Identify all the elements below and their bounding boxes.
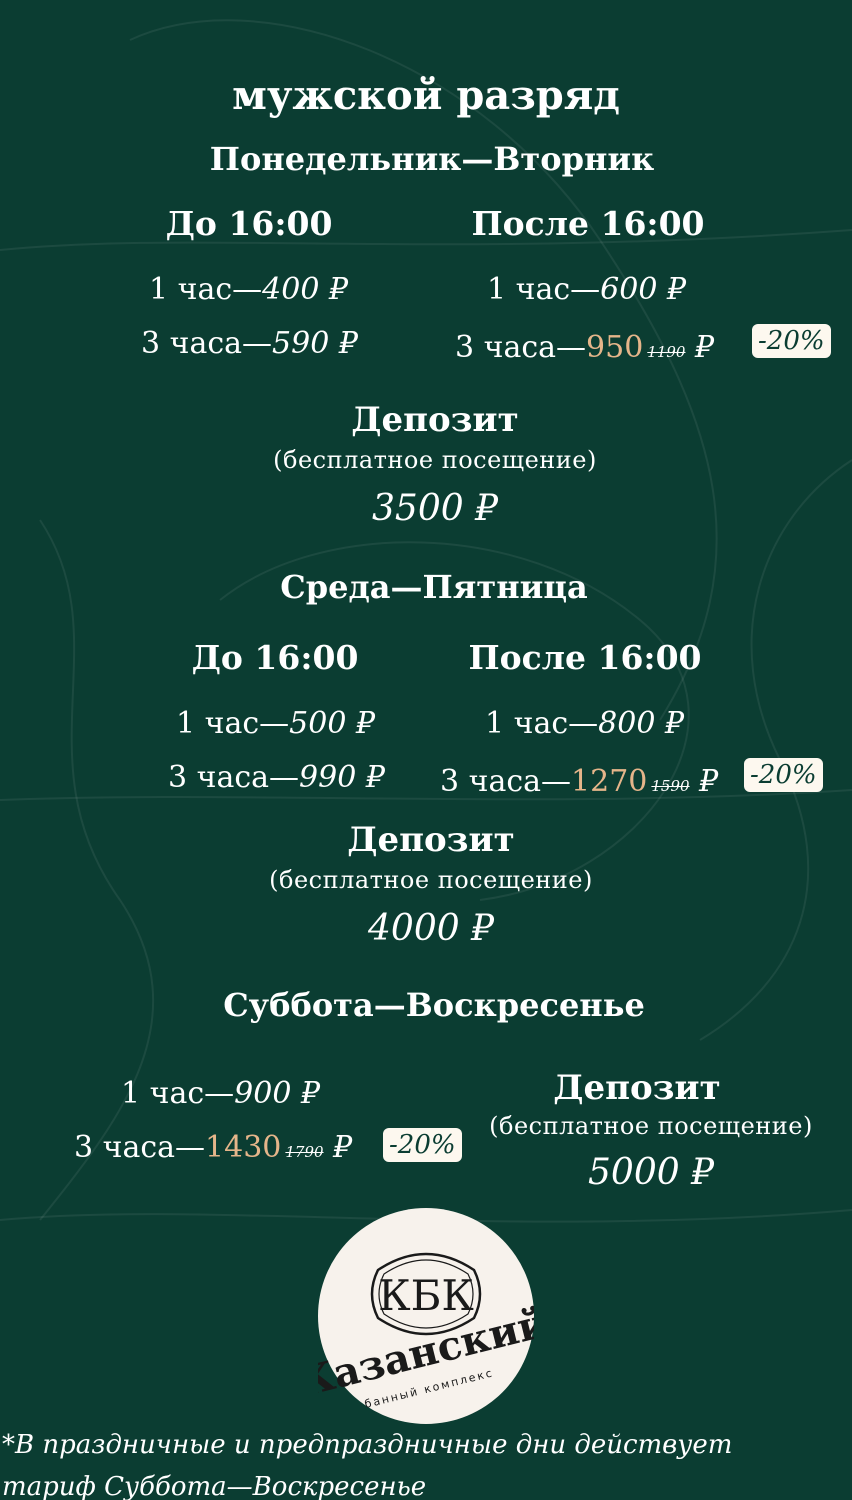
duration-label: 1 час— <box>487 272 601 307</box>
duration-label: 1 час— <box>485 706 599 741</box>
deposit-value: 4000 ₽ <box>368 908 494 949</box>
days-sat-sun: Суббота—Воскресенье <box>223 986 645 1024</box>
discount-price-row <box>440 764 718 799</box>
discount-price-row <box>455 330 714 365</box>
price-value: 590 ₽ <box>272 326 358 361</box>
days-wed-fri: Среда—Пятница <box>280 568 588 606</box>
price-row <box>149 272 348 307</box>
discounted-price: 1430 <box>205 1130 282 1165</box>
deposit-value: 3500 ₽ <box>372 488 498 529</box>
logo-monogram: КБК <box>378 1271 474 1320</box>
discounted-price: 950 <box>586 330 644 365</box>
price-row <box>176 706 375 741</box>
logo-name: Казанский <box>318 1299 534 1407</box>
duration-label: 1 час— <box>176 706 290 741</box>
logo-tagline: банный комплекс <box>363 1366 496 1411</box>
duration-label: 1 час— <box>121 1076 235 1111</box>
duration-label: 1 час— <box>149 272 263 307</box>
discount-badge: -20% <box>744 758 823 792</box>
discount-badge: -20% <box>383 1128 462 1162</box>
price-row <box>487 272 686 307</box>
price-row <box>168 760 385 795</box>
days-mon-tue: Понедельник—Вторник <box>209 140 655 178</box>
old-price: 1590 <box>651 777 690 795</box>
deposit-subtitle: (бесплатное посещение) <box>489 1112 813 1140</box>
before-16-heading: До 16:00 <box>165 204 333 243</box>
deposit-title: Депозит <box>553 1068 721 1108</box>
price-value: 600 ₽ <box>600 272 687 307</box>
deposit-value: 5000 ₽ <box>588 1152 714 1193</box>
price-value: 900 ₽ <box>234 1076 321 1111</box>
discount-price-row <box>74 1130 352 1165</box>
deposit-title: Депозит <box>351 400 519 440</box>
price-value: 800 ₽ <box>598 706 685 741</box>
duration-label: 3 часа— <box>440 764 572 799</box>
discount-badge: -20% <box>752 324 831 358</box>
price-row <box>141 326 358 361</box>
duration-label: 3 часа— <box>168 760 300 795</box>
old-price: 1190 <box>647 343 686 361</box>
page-title: мужской разряд <box>232 72 620 119</box>
footnote-line-1: *В праздничные и предпраздничные дни действует <box>2 1430 733 1460</box>
currency-sign: ₽ <box>333 1130 353 1165</box>
price-row <box>485 706 684 741</box>
footnote-line-2: тариф Суббота—Воскресенье <box>2 1472 427 1500</box>
currency-sign: ₽ <box>695 330 715 365</box>
brand-logo <box>318 1208 534 1424</box>
logo-emblem <box>318 1208 534 1424</box>
price-value: 990 ₽ <box>299 760 385 795</box>
deposit-title: Депозит <box>347 820 515 860</box>
after-16-heading: После 16:00 <box>471 204 705 243</box>
price-value: 400 ₽ <box>262 272 349 307</box>
old-price: 1790 <box>285 1143 324 1161</box>
currency-sign: ₽ <box>699 764 719 799</box>
before-16-heading: До 16:00 <box>191 638 359 677</box>
after-16-heading: После 16:00 <box>468 638 702 677</box>
deposit-subtitle: (бесплатное посещение) <box>269 866 593 894</box>
price-row <box>121 1076 320 1111</box>
duration-label: 3 часа— <box>74 1130 206 1165</box>
duration-label: 3 часа— <box>141 326 273 361</box>
price-value: 500 ₽ <box>289 706 376 741</box>
deposit-subtitle: (бесплатное посещение) <box>273 446 597 474</box>
duration-label: 3 часа— <box>455 330 587 365</box>
discounted-price: 1270 <box>571 764 648 799</box>
